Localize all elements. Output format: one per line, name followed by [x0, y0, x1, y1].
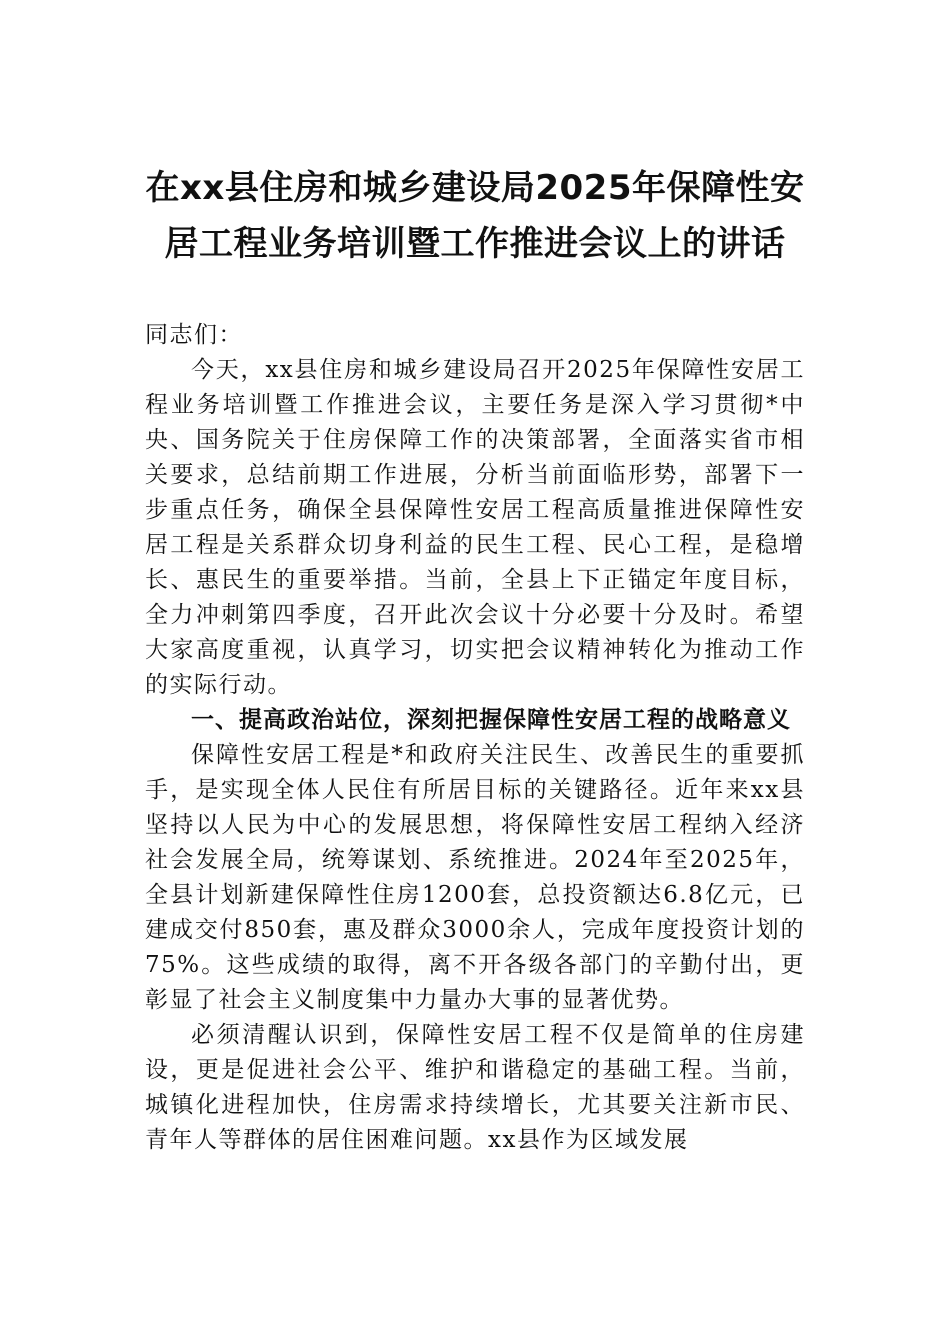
intro-paragraph: 今天，xx县住房和城乡建设局召开2025年保障性安居工程业务培训暨工作推进会议，主要任务是深入学习贯彻*中央、国务院关于住房保障工作的决策部署，全面落实省市相关要求，总结前期工作进展，分析当前面临形势，部署下一步重点任务，确保全县保障性安居工程高质量推进保障性安居工程是关系群众切身利益的民生工程、民心工程，是稳增长、惠民生的重要举措。当前，全县上下正锚定年度目标，全力冲刺第四季度，召开此次会议十分必要十分及时。希望大家高度重视，认真学习，切实把会议精神转化为推动工作的实际行动。: [145, 357, 805, 698]
section1-paragraph-1: 保障性安居工程是*和政府关注民生、改善民生的重要抓手，是实现全体人民住有所居目标的关键路径。近年来xx县坚持以人民为中心的发展思想，将保障性安居工程纳入经济社会发展全局，统筹谋划、系统推进。2024年至2025年，全县计划新建保障性住房1200套，总投资额达6.8亿元，已建成交付850套，惠及群众3000余人，完成年度投资计划的75%。这些成绩的取得，离不开各级各部门的辛勤付出，更彰显了社会主义制度集中力量办大事的显著优势。: [145, 742, 805, 1013]
document-title: [145, 160, 805, 272]
title-line-2: 居工程业务培训暨工作推进会议上的讲话: [164, 224, 786, 264]
section-heading-1: 一、提高政治站位，深刻把握保障性安居工程的战略意义: [191, 707, 791, 733]
document-content: [145, 160, 805, 1158]
title-line-1: 在xx县住房和城乡建设局2025年保障性安: [145, 168, 805, 208]
document-body: [145, 318, 805, 1158]
section1-paragraph-2: 必须清醒认识到，保障性安居工程不仅是简单的住房建设，更是促进社会公平、维护和谐稳定的基础工程。当前，城镇化进程加快，住房需求持续增长，尤其要关注新市民、青年人等群体的居住困难问题。xx县作为区域发展: [145, 1022, 805, 1153]
salutation: 同志们：: [145, 322, 243, 348]
